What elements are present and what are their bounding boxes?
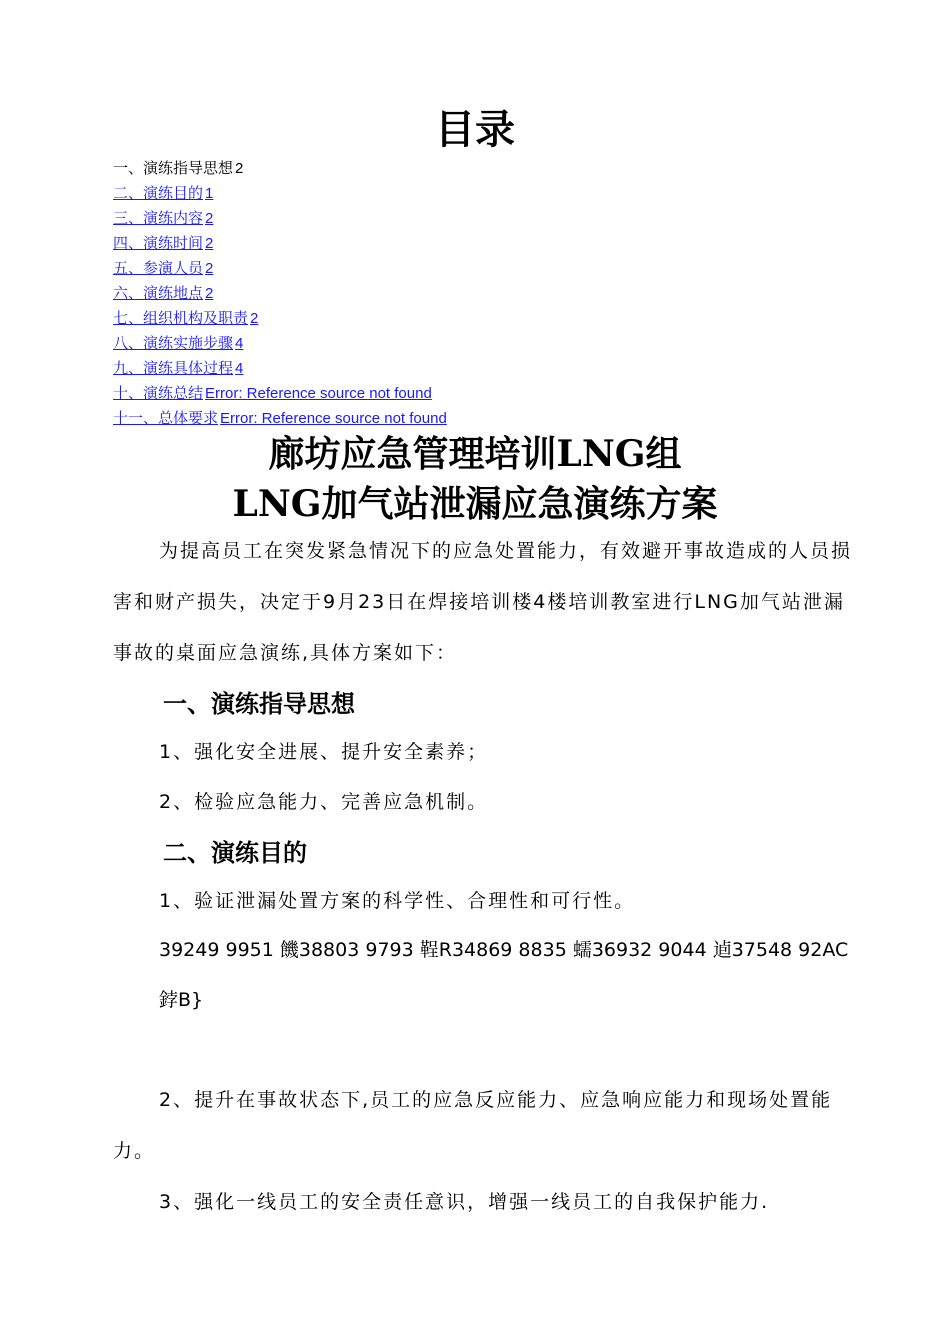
section2-item: 3、强化一线员工的安全责任意识，增强一线员工的自我保护能力. [159,1191,770,1213]
section2-item: 2、提升在事故状态下,员工的应急反应能力、应急响应能力和现场处置能力。 [113,1089,833,1162]
toc-item-label: 十、演练总结 [113,385,204,402]
toc-item[interactable] [113,356,833,381]
toc-item-label: 一、演练指导思想 [113,160,234,177]
toc-link[interactable] [113,210,213,227]
toc-item[interactable] [113,256,833,281]
toc-link[interactable] [113,235,213,252]
toc-item-label: 九、演练具体过程 [113,360,234,377]
toc-item[interactable] [113,231,833,256]
toc-link[interactable] [113,260,213,277]
section1-item: 2、检验应急能力、完善应急机制。 [159,791,489,813]
toc-link[interactable] [113,160,243,177]
toc-item-label: 七、组织机构及职责 [113,310,249,327]
toc-link[interactable] [113,310,258,327]
toc-item[interactable] [113,181,833,206]
toc-item-page: 2 [205,285,214,302]
toc-item-label: 四、演练时间 [113,235,204,252]
document-title-line1: 廊坊应急管理培训LNG组 [268,433,682,475]
toc-title: 目录 [435,107,515,153]
toc-item-label: 六、演练地点 [113,285,204,302]
toc-item-label: 十一、总体要求 [113,410,219,427]
toc-item-page: Error: Reference source not found [205,385,432,402]
table-of-contents [113,156,833,431]
toc-item-page: 2 [205,210,214,227]
toc-item-page: 4 [235,360,244,377]
toc-item-page: Error: Reference source not found [220,410,447,427]
toc-item-label: 五、参演人员 [113,260,204,277]
garbled-text: 39249 9951 饑38803 9793 鞓R34869 8835 蠕36932 9044 逌37548 92AC 鋍B} [159,939,849,1011]
toc-item[interactable] [113,306,833,331]
toc-item[interactable] [113,331,833,356]
toc-item-page: 2 [235,160,244,177]
toc-item-label: 八、演练实施步骤 [113,335,234,352]
intro-paragraph: 为提高员工在突发紧急情况下的应急处置能力，有效避开事故造成的人员损害和财产损失，决定于9月23日在焊接培训楼4楼培训教室进行LNG加气站泄漏事故的桌面应急演练,具体方案如下： [113,540,853,664]
toc-item-label: 三、演练内容 [113,210,204,227]
section1-heading: 一、演练指导思想 [163,690,355,718]
toc-item[interactable] [113,206,833,231]
toc-link[interactable] [113,410,447,427]
toc-link[interactable] [113,385,432,402]
section1-item: 1、强化安全进展、提升安全素养； [159,741,489,763]
toc-item[interactable] [113,381,833,406]
toc-item[interactable] [113,281,833,306]
document-title-line2: LNG加气站泄漏应急演练方案 [232,483,718,525]
toc-link[interactable] [113,285,213,302]
section2-item: 1、验证泄漏处置方案的科学性、合理性和可行性。 [159,890,636,912]
toc-item-page: 4 [235,335,244,352]
toc-item-page: 2 [205,260,214,277]
toc-item[interactable] [113,156,833,181]
toc-item-label: 二、演练目的 [113,185,204,202]
toc-link[interactable] [113,335,243,352]
section2-heading: 二、演练目的 [163,839,307,867]
toc-link[interactable] [113,185,213,202]
toc-item-page: 2 [205,235,214,252]
toc-item-page: 1 [205,185,214,202]
toc-item-page: 2 [250,310,259,327]
toc-link[interactable] [113,360,243,377]
